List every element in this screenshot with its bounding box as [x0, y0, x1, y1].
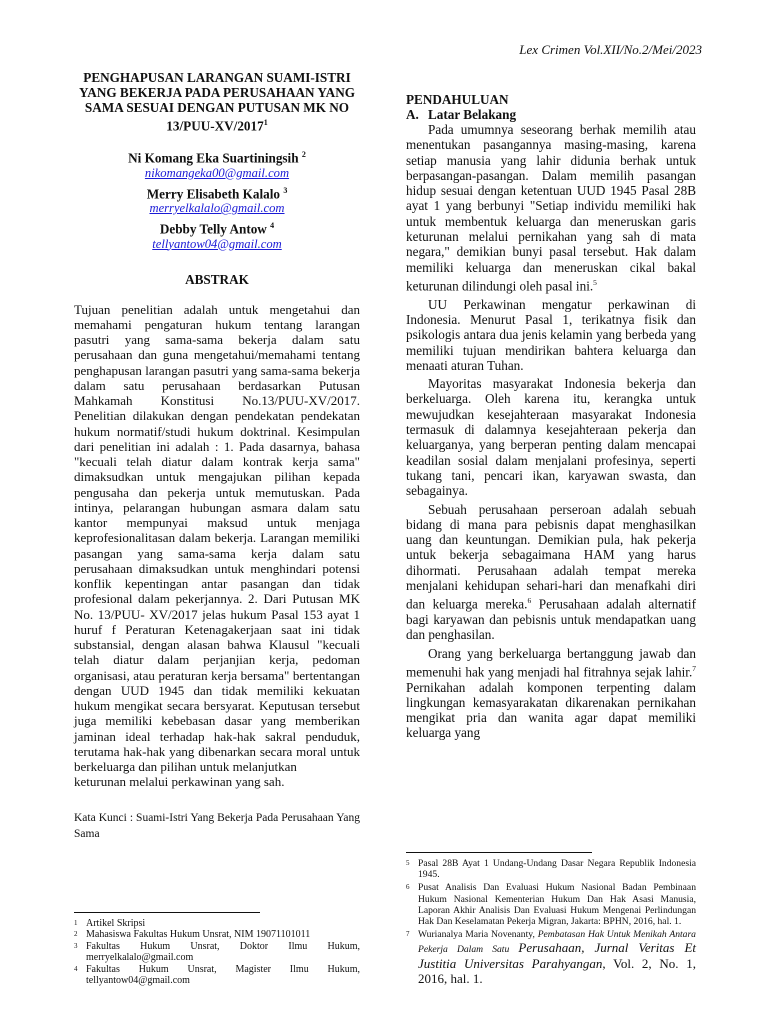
abstract-body-last: keturunan melalui perkawinan yang sah.	[74, 774, 285, 790]
author-email[interactable]: merryelkalalo@gmail.com	[149, 201, 285, 216]
paper-title-text: PENGHAPUSAN LARANGAN SUAMI-ISTRI YANG BEKERJA PADA PERUSAHAAN YANG SAMA SESUAI DENGAN PUTUSAN MK NO 13/PUU-XV/2017	[79, 70, 355, 134]
footnote-text: Fakultas Hukum Unsrat, Doktor Ilmu Hukum, merryelkalalo@gmail.com	[86, 940, 360, 964]
footnote-text	[418, 929, 696, 986]
author-footnote-mark: 2	[301, 150, 306, 160]
author-name-text: Debby Telly Antow	[159, 221, 267, 237]
author-footnote-mark: 4	[270, 221, 275, 231]
author-name-text: Merry Elisabeth Kalalo	[146, 186, 281, 202]
paragraph-text: Mayoritas masyarakat Indonesia bekerja dan berkeluarga. Oleh karena itu, kerangka untuk mewujudkan kesejahteraan masyarakat Indonesia termasuk di dalamnya kesejahteraan pekerja dan keluarganya, yang berperan penting dalam mencapai keadilan sosial dalam menjalani profesinya, seperti tukang tani, pencari ikan, karyawan swasta, dan sebagainya.	[406, 376, 696, 499]
paragraph-text: Pada umumnya seseorang berhak memilih atau menentukan pasangannya masing-masing, karena setiap manusia yang lahir didunia berhak untuk berpasangan-pasangan. Dalam memilih pasangan hidup sesuai dengan ketentuan UUD 1945 Pasal 28B ayat 1 yang berbunyi "Setiap individu memiliki hak untuk membentuk keluarga dan meneruskan garis keturunan melalui pernikahan yang sah di mata negara," demikian bunyi pasal tersebut. Hak dalam memiliki keluarga dan meneruskan cikal bakal keturunan dilindungi oleh pasal ini.	[406, 122, 696, 294]
footnote	[406, 858, 696, 880]
paragraph-text: UU Perkawinan mengatur perkawinan di Indonesia. Menurut Pasal 1, terikatnya fisik dan psikologis antara dua jenis kelamin yang berbeda yang memiliki tujuan mendirikan bahtera keluarga dan menaati aturan Tuhan.	[406, 296, 696, 373]
body-paragraph	[406, 646, 696, 741]
footnote-number: 6	[406, 883, 410, 892]
footnote	[406, 929, 696, 986]
footnote-rule	[74, 912, 260, 913]
footnote-number: 2	[74, 930, 78, 939]
body-paragraph	[406, 297, 696, 373]
footnote-mark: 7	[692, 663, 696, 673]
title-footnote-mark: 1	[263, 118, 268, 127]
footnote-number: 5	[406, 859, 410, 867]
footnote-mark: 5	[593, 277, 597, 287]
author-name	[74, 218, 360, 236]
left-footnotes	[74, 912, 360, 986]
author-email[interactable]: tellyantow04@gmail.com	[152, 236, 282, 251]
paper-title	[74, 70, 360, 133]
body-paragraph	[406, 502, 696, 643]
footnote-text: Mahasiswa Fakultas Hukum Unsrat, NIM 19071101011	[86, 929, 311, 941]
left-column	[74, 70, 360, 842]
section-heading: PENDAHULUAN	[406, 92, 509, 107]
footnote-number: 1	[74, 919, 78, 927]
body-paragraph	[406, 122, 696, 294]
footnote-rule	[406, 852, 592, 853]
keywords: Kata Kunci : Suami-Istri Yang Bekerja Pada Perusahaan Yang Sama	[74, 811, 360, 840]
footnote-text: Fakultas Hukum Unsrat, Magister Ilmu Hukum, tellyantow04@gmail.com	[86, 963, 360, 987]
footnote-mark: 6	[527, 596, 532, 606]
footnote-number: 4	[74, 964, 78, 973]
subsection-heading	[406, 107, 696, 122]
footnote	[74, 941, 360, 964]
footnote-author: Wurianalya Maria Novenanty,	[418, 929, 538, 941]
paragraph-text-tail: Pernikahan adalah komponen terpenting dalam lingkungan kemasyarakatan dikarenakan pernikahan mengikat pria dan wanita agar dapat memiliki keluarga yang	[406, 679, 696, 741]
abstract-body: Tujuan penelitian adalah untuk mengetahui dan memahami pengaturan hukum tentang larangan pasutri yang sama-sama bekerja dalam satu perusahaan dan guna mengetahui/memahami tentang penghapusan larangan pasutri yang sama-sama bekerja dalam satu perusahaan berdasarkan Putusan Mahkamah Konstitusi No.13/PUU-XV/2017. Penelitian dilakukan dengan pendekatan pendekatan hukum normatif/studi hukum doktrinal. Kesimpulan dari penelitian ini adalah : 1. Pada dasarnya, bahasa "kecuali telah diatur dalam kontrak kerja sama" dimaksudkan untuk mengajukan pilihan kepada pengusaha dan pekerja untuk memutuskan. Pada intinya, pelarangan hubungan asmara dalam satu kantor mempunyai maksud untuk menjaga keprofesionalitasan dalam bekerja. Larangan memiliki pasangan yang sama-sama kerja dalam satu perusahaan dimaksudkan untuk menghindari potensi konflik kepentingan antar pasangan dan tidak profesional dalam pekerjannya. 2. Dari Putusan MK No. 13/PUU- XV/2017 jelas hukum Pasal 153 ayat 1 huruf f Peraturan Ketenagakerjaan saat ini tidak substansial, dengan alasan bahwa Klausul "kecuali telah diatur dalam perjanjian kerja, pedoman organisasi, atau peraturan kerja bersama" bertentangan dengan UUD 1945 dan tidak memiliki kekuatan hukum mengikat secara bersyarat. Keputusan tersebut juga memiliki kebebasan dasar yang memberikan jaminan ideal terhadap hak-hak sakral penduduk, terutama hak-hak yang dibenarkan secara moral untuk berkeluarga dan pilihan untuk melanjutkan	[74, 301, 360, 775]
right-footnotes	[406, 852, 696, 988]
footnote-details: , Vol. 2, No. 1, 2016, hal. 1.	[418, 955, 696, 986]
footnote	[74, 929, 360, 940]
footnote-title: Pembatasan Hak Untuk Menikah Antara Pekerja Dalam Satu	[418, 929, 696, 956]
footnote	[74, 918, 360, 929]
author-name	[74, 183, 360, 201]
right-column	[406, 92, 696, 744]
footnote-text: Pusat Analisis Dan Evaluasi Hukum Nasional Badan Pembinaan Hukum Nasional Kementerian Hukum Dan Hak Asasi Manusia, Laporan Akhir Analisis Dan Evaluasi Hukum Mengenai Perlindungan Hak Dan Keselamatan Pekerja Migran, Jakarta: BPHN, 2016, hal. 1.	[418, 882, 696, 928]
author-name-text: Ni Komang Eka Suartiningsih	[128, 150, 299, 166]
author-email[interactable]: nikomangeka00@gmail.com	[144, 165, 290, 180]
paragraph-text-tail: Perusahaan adalah alternatif bagi karyawan dan pebisnis untuk mendapatkan uang dan penghasilan.	[406, 596, 696, 643]
running-head: Lex Crimen Vol.XII/No.2/Mei/2023	[519, 42, 702, 57]
body-paragraph	[406, 376, 696, 498]
paragraph-text: Orang yang berkeluarga bertanggung jawab dan memenuhi hak yang menjadi hal fitrahnya sejak lahir.	[406, 645, 696, 680]
subsection-letter: A.	[406, 107, 419, 122]
footnote-text: Pasal 28B Ayat 1 Undang-Undang Dasar Negara Republik Indonesia 1945.	[418, 858, 696, 881]
paragraph-text: Sebuah perusahaan perseroan adalah sebuah bidang di mana para pebisnis dapat menghasilkan uang dan keuntungan. Demikian pula, hak pekerja untuk bekerja sebagaimana HAM yang harus dihormati. Perusahaan adalah tempat mereka menjalani kehidupan sehari-hari dan menafkahi diri dan keluarga mereka.	[406, 501, 696, 612]
author-footnote-mark: 3	[283, 185, 288, 195]
footnote-number: 3	[74, 941, 78, 950]
footnote-journal: Perusahaan, Jurnal Veritas Et Justitia Universitas Parahyangan	[418, 940, 697, 971]
footnote	[406, 882, 696, 927]
subsection-title: Latar Belakang	[428, 107, 517, 122]
footnote-text: Artikel Skripsi	[86, 918, 146, 929]
footnote-number: 7	[406, 930, 410, 939]
author-name	[74, 147, 360, 165]
abstract-heading: ABSTRAK	[185, 271, 249, 287]
footnote	[74, 964, 360, 987]
